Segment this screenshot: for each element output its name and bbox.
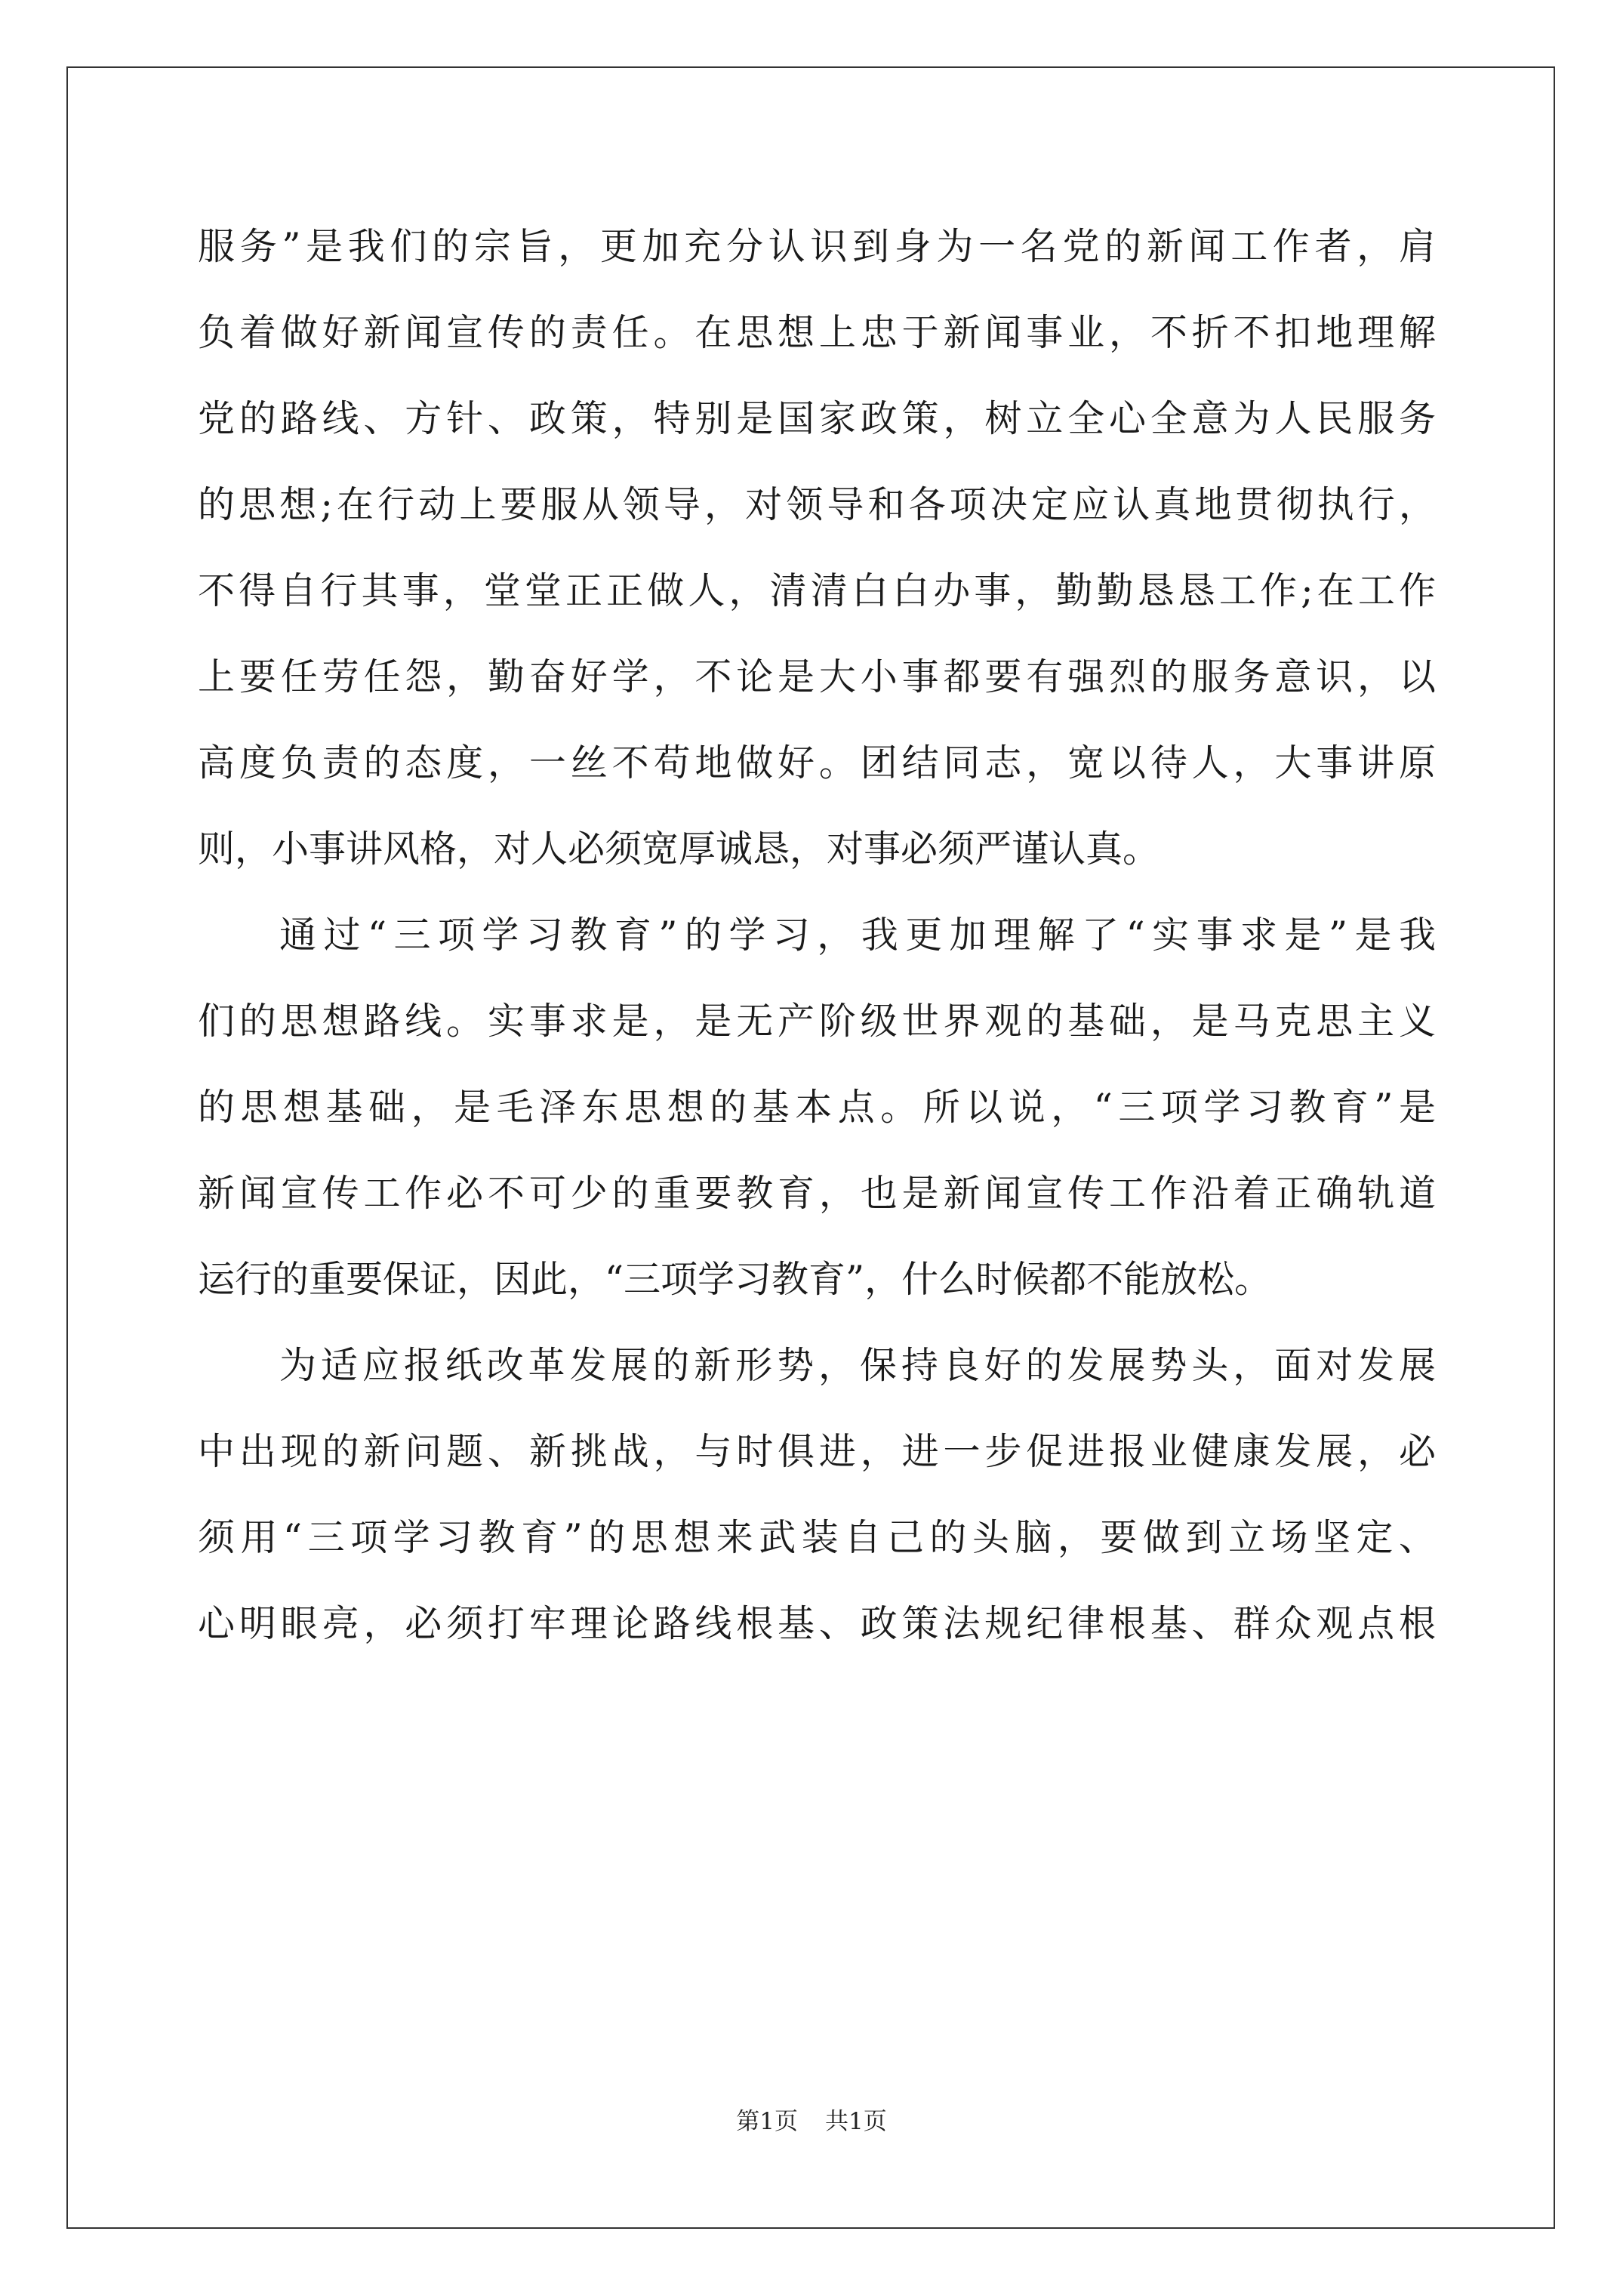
paragraph-first-line: 通过“三项学习教育”的学习，我更加理解了“实事求是”是我 [279,914,1436,957]
document-body [198,204,1436,1667]
text-line: 高度负责的态度，一丝不苟地做好。团结同志，宽以待人，大事讲原 [198,741,1436,784]
text-line: 心明眼亮，必须打牢理论路线根基、政策法规纪律根基、群众观点根 [198,1602,1436,1645]
text-line: 们的思想路线。实事求是，是无产阶级世界观的基础，是马克思主义 [198,1000,1436,1043]
text-line: 服务”是我们的宗旨，更加充分认识到身为一名党的新闻工作者，肩 [198,225,1436,268]
paragraph-first-line: 为适应报纸改革发展的新形势，保持良好的发展势头，面对发展 [279,1344,1436,1387]
page-total: 共1页 [825,2108,887,2135]
text-line: 中出现的新问题、新挑战，与时俱进，进一步促进报业健康发展，必 [198,1430,1436,1473]
text-line: 的思想;在行动上要服从领导，对领导和各项决定应认真地贯彻执行， [198,483,1436,526]
text-line: 的思想基础，是毛泽东思想的基本点。所以说，“三项学习教育”是 [198,1086,1436,1129]
text-line: 上要任劳任怨，勤奋好学，不论是大小事都要有强烈的服务意识，以 [198,655,1436,698]
text-line: 党的路线、方针、政策，特别是国家政策，树立全心全意为人民服务 [198,397,1436,440]
text-line: 不得自行其事，堂堂正正做人，清清白白办事，勤勤恳恳工作;在工作 [198,569,1436,612]
text-line: 新闻宣传工作必不可少的重要教育，也是新闻宣传工作沿着正确轨道 [198,1172,1436,1215]
text-line: 则，小事讲风格，对人必须宽厚诚恳，对事必须严谨认真。 [198,827,1160,871]
page-footer [0,2106,1623,2137]
text-line: 运行的重要保证，因此，“三项学习教育”，什么时候都不能放松。 [198,1258,1272,1301]
page-number: 第1页 [736,2108,798,2135]
text-line: 须用“三项学习教育”的思想来武装自己的头脑，要做到立场坚定、 [198,1516,1436,1559]
text-line: 负着做好新闻宣传的责任。在思想上忠于新闻事业，不折不扣地理解 [198,311,1436,354]
